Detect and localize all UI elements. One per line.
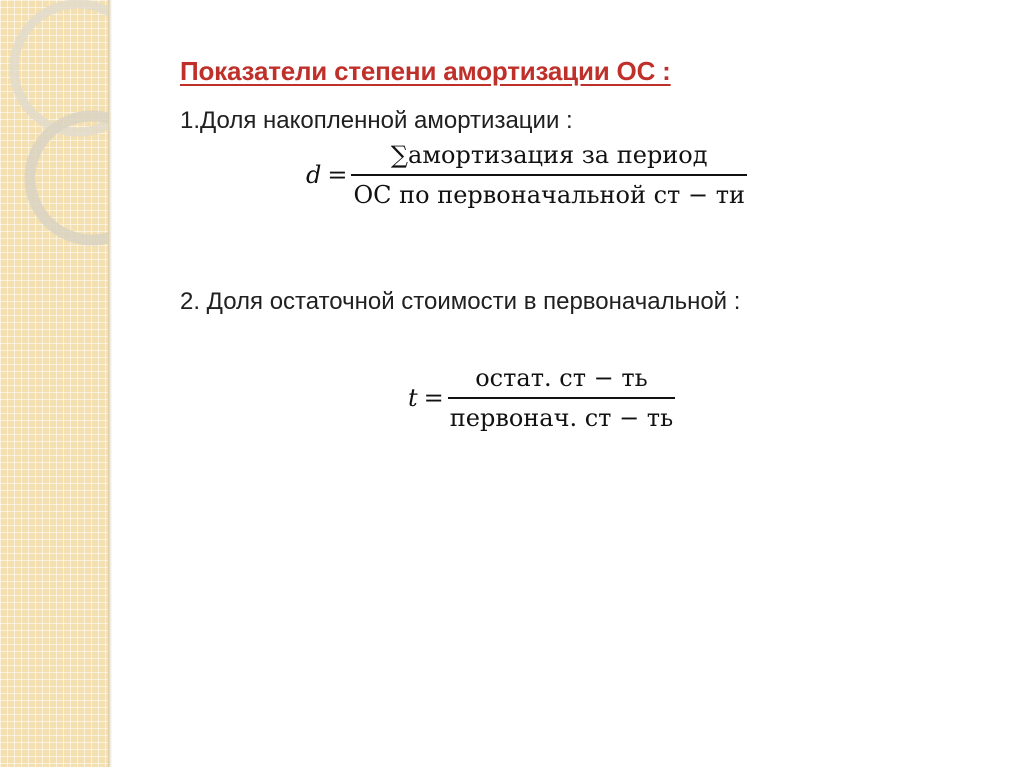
fraction-bar — [448, 397, 675, 399]
formula-t-numerator: остат. ст − ть — [475, 364, 648, 392]
fraction-d — [351, 140, 747, 210]
slide-title: Показатели степени амортизации ОС : — [180, 56, 671, 86]
formula-d-denominator: ОС по первоначальной ст − ти — [353, 181, 745, 209]
formula-variable-t: t — [408, 384, 418, 412]
decorative-rings — [0, 0, 110, 260]
decorative-sidebar — [0, 0, 110, 767]
fraction-t — [448, 363, 675, 433]
formula-variable-d: d — [306, 161, 322, 189]
formula-t-denominator: первонач. ст − ть — [449, 404, 674, 432]
formula-d-numerator: ∑амортизация за период — [390, 141, 708, 169]
point-1-accumulated-depreciation-share: 1.Доля накопленной амортизации : — [180, 107, 573, 134]
fraction-bar — [351, 174, 747, 176]
sidebar-divider — [108, 0, 112, 767]
formula-d — [306, 140, 747, 210]
point-2-residual-value-share: 2. Доля остаточной стоимости в первоначальной : — [180, 288, 741, 315]
equals-sign: = — [423, 384, 444, 412]
formula-t — [408, 363, 675, 433]
equals-sign: = — [327, 161, 348, 189]
